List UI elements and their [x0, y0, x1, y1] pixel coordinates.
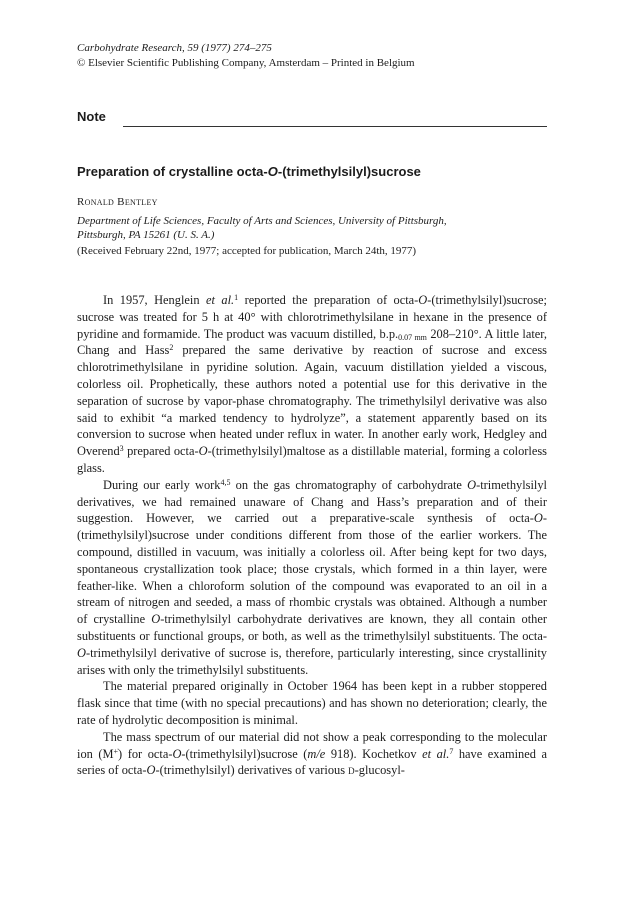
italic-o: O — [172, 746, 182, 761]
pressure-subscript: 0.07 mm — [398, 332, 427, 342]
text-run: reported the preparation of octa- — [238, 293, 419, 307]
small-caps-d: d — [348, 763, 355, 778]
reference-marker: 7 — [449, 746, 454, 756]
italic-o: O — [198, 444, 208, 459]
paragraph-4 — [77, 729, 547, 779]
et-al: et al. — [205, 293, 235, 307]
journal-citation: Carbohydrate Research, 59 (1977) 274–275 — [77, 42, 272, 54]
italic-o: O — [418, 293, 428, 307]
section-rule — [123, 126, 547, 127]
text-run: -(trimethylsilyl) derivatives of various — [155, 763, 349, 778]
section-header — [77, 109, 547, 129]
author-name: Ronald Bentley — [77, 196, 158, 208]
italic-o: O — [146, 763, 156, 778]
article-title — [77, 164, 421, 180]
article-body — [77, 292, 547, 779]
et-al: et al. — [422, 746, 450, 761]
paragraph-3: The material prepared originally in October 1964 has been kept in a rubber stoppered flask since that time (with no special precautions) and has shown no deterioration; clearly, the rate of hydrolytic decomposition is minimal. — [77, 679, 547, 727]
text-run: on the gas chromatography of carbohydrate — [230, 477, 468, 492]
text-run: -(trimethylsilyl)sucrose ( — [181, 746, 308, 761]
ion-charge: +̇ — [113, 746, 119, 756]
text-run: prepared the same derivative by reaction of sucrose and excess chlorotrimethylsilane in pyridine solution. Again, vacuum distillation yielded a viscous, colorless oil. Prophetically, these authors noted a potential use for this derivative in the separation of sucrose by vapor-phase chromatography. The trimethylsilyl derivative was also said to exhibit “a marked tendency to hydrolyze”, a statement apparently based on its conversion to sucrose when heated under reflux in water. In another early work, Hedgley and Overend — [77, 343, 548, 459]
text-run: 918). Kochetkov — [325, 746, 423, 761]
affiliation-line-2: Pittsburgh, PA 15261 (U. S. A.) — [77, 229, 215, 241]
text-run: ) for octa- — [118, 746, 173, 761]
affiliation-line-1: Department of Life Sciences, Faculty of Arts and Sciences, University of Pittsburgh, — [77, 215, 447, 227]
reference-marker: 1 — [234, 293, 239, 302]
italic-o: O — [151, 612, 161, 627]
section-label: Note — [77, 109, 106, 124]
text-run: prepared octa- — [123, 444, 199, 459]
text-run: In 1957, Henglein — [103, 293, 206, 307]
title-suffix: -(trimethylsilyl)sucrose — [277, 164, 421, 179]
italic-o: O — [77, 645, 86, 660]
text-run: -glucosyl- — [354, 763, 405, 778]
paragraph-1 — [77, 292, 547, 477]
text-run: -(trimethylsilyl)sucrose under conditions different from those of the earlier workers. The compound, distilled in vacuum, was initially a colorless oil. After being kept for two days, spontaneous crystallization took place; those crystals, which formed in a thin layer, were feather-like. When a chloroform solution of the compound was evaporated to an oil in a stream of nitrogen and seeded, a mass of rhombic crystals was obtained. Although a number of crystalline — [77, 511, 547, 627]
reference-marker: 3 — [119, 444, 124, 454]
text-run: -trimethylsilyl derivative of sucrose is, therefore, particularly interesting, since crystallinity arises with only the trimethylsilyl substituents. — [77, 645, 547, 677]
text-run: have examined a series of octa- — [77, 746, 547, 778]
title-prefix: Preparation of crystalline octa- — [77, 164, 268, 179]
paragraph-2 — [77, 477, 547, 679]
reference-marker: 4,5 — [220, 477, 231, 487]
text-run: -(trimethylsilyl)maltose as a distillable material, forming a colorless glass. — [77, 444, 547, 475]
reference-marker: 2 — [169, 343, 174, 353]
received-dates: (Received February 22nd, 1977; accepted for publication, March 24th, 1977) — [77, 245, 417, 257]
text-run: The mass spectrum of our material did not show a peak corresponding to the molecular ion (M — [77, 729, 547, 761]
text-run: -(trimethylsilyl)sucrose; sucrose was treated for 5 h at 40° with chlorotrimethylsilane in hexane in the presence of pyridine and formamide. The product was vacuum distilled, b.p. — [77, 293, 547, 341]
mass-ratio: m/e — [307, 746, 326, 761]
text-run: 208–210°. A little later, Chang and Hass — [77, 326, 547, 358]
text-run: During our early work — [103, 477, 221, 492]
italic-o: O — [533, 511, 543, 526]
text-run: -trimethylsilyl carbohydrate derivatives are known, they all contain other substituents or functional groups, or both, as well as the trimethylsilyl substituents. The octa- — [77, 612, 547, 643]
italic-o: O — [467, 477, 477, 492]
title-italic: O — [267, 164, 278, 179]
text-run: -trimethylsilyl derivatives, we had remained unaware of Chang and Hass’s preparation and of their suggestion. However, we carried out a preparative-scale synthesis of octa- — [77, 477, 548, 526]
publisher-line: © Elsevier Scientific Publishing Company, Amsterdam – Printed in Belgium — [77, 57, 415, 69]
